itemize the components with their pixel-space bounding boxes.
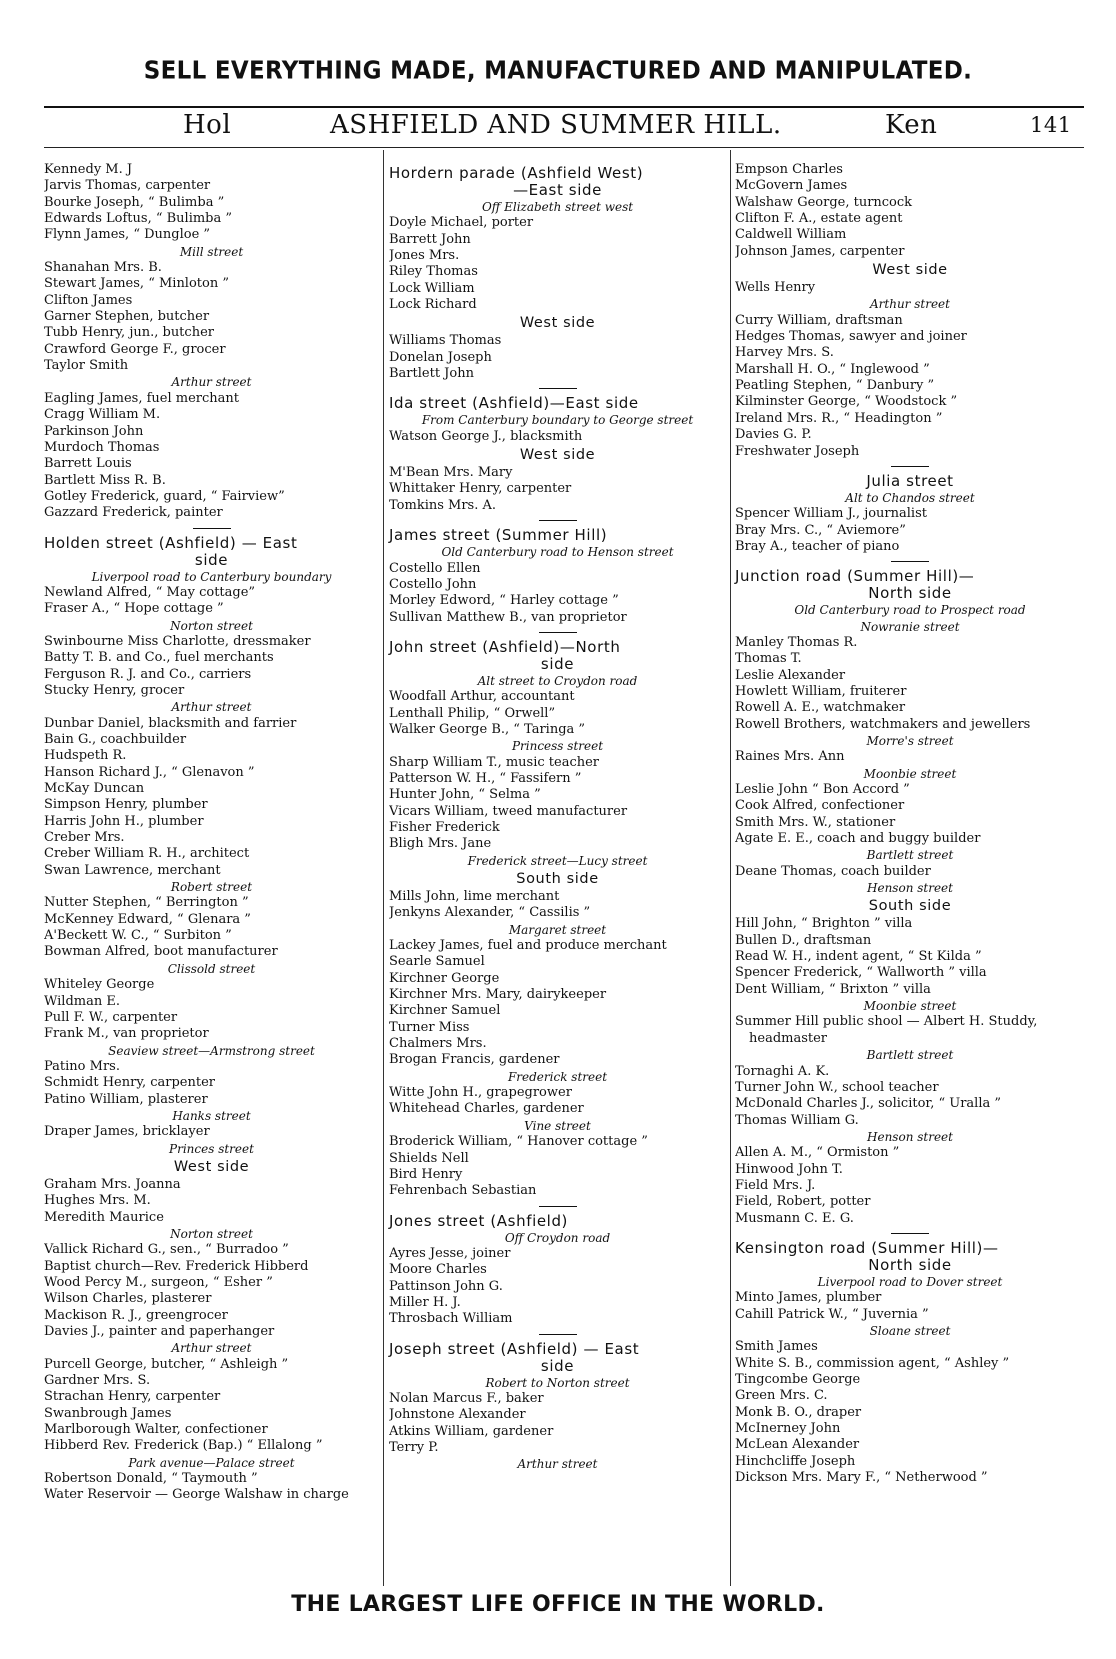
cross-street-label: Robert street bbox=[170, 880, 253, 895]
directory-entry: Green Mrs. C. bbox=[735, 1388, 828, 1404]
directory-entry: Turner Miss bbox=[389, 1019, 470, 1035]
directory-entry: Graham Mrs. Joanna bbox=[44, 1176, 181, 1192]
directory-entry: Leslie John “ Bon Accord ” bbox=[735, 782, 910, 797]
directory-entry: Hanson Richard J., “ Glenavon ” bbox=[44, 764, 255, 780]
cross-street-label: Hanks street bbox=[172, 1108, 251, 1123]
street-heading bbox=[735, 473, 1085, 490]
directory-entry: Fehrenbach Sebastian bbox=[389, 1183, 537, 1199]
street-heading bbox=[44, 535, 379, 569]
section-separator bbox=[539, 1206, 577, 1207]
directory-entry: Tingcombe George bbox=[735, 1372, 861, 1387]
section-separator bbox=[539, 388, 577, 389]
directory-entry: Watson George J., blacksmith bbox=[389, 428, 583, 444]
directory-entry: Terry P. bbox=[389, 1439, 439, 1455]
directory-entry: Kennedy M. J bbox=[44, 162, 133, 177]
directory-entry: Agate E. E., coach and buggy builder bbox=[735, 831, 981, 847]
street-heading-title: Junction road (Summer Hill)— bbox=[735, 567, 975, 586]
directory-entry: Smith James bbox=[735, 1339, 818, 1355]
directory-entry: A'Beckett W. C., “ Surbiton ” bbox=[44, 928, 232, 944]
directory-entry: Dickson Mrs. Mary F., “ Netherwood ” bbox=[735, 1470, 988, 1486]
directory-entry: Hunter John, “ Selma ” bbox=[389, 787, 541, 803]
directory-entry: Jarvis Thomas, carpenter bbox=[44, 178, 211, 194]
directory-entry: Kilminster George, “ Woodstock ” bbox=[735, 394, 958, 410]
cross-street-label: Henson street bbox=[867, 881, 953, 896]
directory-entry: Johnson James, carpenter bbox=[735, 243, 905, 259]
directory-entry: Clifton James bbox=[44, 292, 133, 308]
directory-entry: Whiteley George bbox=[44, 977, 155, 993]
directory-entry: Rowell Brothers, watchmakers and jewellers bbox=[735, 716, 1031, 732]
directory-entry: Tubb Henry, jun., butcher bbox=[44, 325, 214, 341]
cross-street-label: Margaret street bbox=[508, 922, 607, 937]
top-advert-banner: SELL EVERYTHING MADE, MANUFACTURED AND MANIPULATED. bbox=[143, 56, 973, 86]
cross-street-label: Liverpool road to Dover street bbox=[817, 1274, 1003, 1289]
cross-street-label: Arthur street bbox=[171, 700, 252, 715]
directory-entry: Pull F. W., carpenter bbox=[44, 1009, 178, 1025]
directory-entry: Kirchner Mrs. Mary, dairykeeper bbox=[389, 987, 607, 1003]
cross-street-label: Arthur street bbox=[171, 375, 252, 390]
directory-entry: Morley Edword, “ Harley cottage ” bbox=[389, 593, 619, 609]
directory-entry: Empson Charles bbox=[735, 162, 843, 177]
directory-entry: Patterson W. H., “ Fassifern ” bbox=[389, 770, 582, 786]
cross-street-label: Alt street to Croydon road bbox=[477, 673, 638, 688]
street-heading-title: Joseph street (Ashfield) — East bbox=[389, 1339, 640, 1358]
directory-entry: Bullen D., draftsman bbox=[735, 932, 872, 948]
directory-entry: Baptist church—Rev. Frederick Hibberd bbox=[44, 1258, 309, 1274]
directory-entry: Murdoch Thomas bbox=[44, 439, 160, 455]
directory-entry: Whittaker Henry, carpenter bbox=[389, 481, 572, 497]
page-title: ASHFIELD AND SUMMER HILL. bbox=[330, 110, 782, 140]
directory-entry: McKenney Edward, “ Glenara ” bbox=[44, 911, 251, 927]
street-heading bbox=[735, 1240, 1085, 1274]
directory-entry: Shanahan Mrs. B. bbox=[44, 260, 162, 276]
directory-entry: Marshall H. O., “ Inglewood ” bbox=[735, 361, 930, 377]
section-separator bbox=[539, 1334, 577, 1335]
directory-entry: Cragg William M. bbox=[44, 407, 161, 423]
directory-entry: Gotley Frederick, guard, “ Fairview” bbox=[44, 488, 285, 504]
directory-entry: Gardner Mrs. S. bbox=[44, 1373, 151, 1389]
cross-street-label: From Canterbury boundary to George street bbox=[421, 413, 694, 428]
street-heading bbox=[389, 165, 726, 199]
directory-entry: Dunbar Daniel, blacksmith and farrier bbox=[44, 715, 297, 731]
cross-street-label: Old Canterbury road to Prospect road bbox=[794, 603, 1026, 618]
directory-entry: Swanbrough James bbox=[44, 1405, 172, 1421]
directory-entry: Lock Richard bbox=[389, 297, 477, 313]
directory-entry: Gazzard Frederick, painter bbox=[44, 505, 223, 521]
directory-entry: Freshwater Joseph bbox=[735, 443, 860, 459]
directory-entry: Wells Henry bbox=[735, 280, 816, 296]
cross-street-label: Park avenue—Palace street bbox=[128, 1455, 295, 1470]
street-heading-side: side bbox=[194, 550, 229, 569]
directory-entry: Jones Mrs. bbox=[389, 248, 460, 264]
directory-column-3 bbox=[735, 162, 1085, 1486]
cross-street-label: Liverpool road to Canterbury boundary bbox=[91, 569, 332, 584]
directory-entry: Bowman Alfred, boot manufacturer bbox=[44, 944, 278, 960]
directory-entry: Bartlett Miss R. B. bbox=[44, 472, 166, 488]
directory-entry: Costello John bbox=[389, 576, 477, 592]
directory-entry: Monk B. O., draper bbox=[735, 1404, 862, 1420]
directory-entry: White S. B., commission agent, “ Ashley ” bbox=[735, 1355, 1010, 1371]
directory-entry: Stucky Henry, grocer bbox=[44, 682, 185, 698]
cross-street-label: Seaview street—Armstrong street bbox=[108, 1043, 315, 1058]
cross-street-label: Robert to Norton street bbox=[485, 1375, 630, 1390]
cross-street-label: Off Croydon road bbox=[504, 1230, 611, 1245]
side-heading: West side bbox=[519, 315, 596, 332]
directory-entry: Jenkyns Alexander, “ Cassilis ” bbox=[389, 905, 591, 921]
directory-entry: Spencer William J., journalist bbox=[735, 506, 927, 522]
directory-entry: Frank M., van proprietor bbox=[44, 1026, 209, 1042]
directory-entry: Wilson Charles, plasterer bbox=[44, 1291, 212, 1307]
section-separator bbox=[539, 520, 577, 521]
directory-entry: Peatling Stephen, “ Danbury ” bbox=[735, 378, 935, 394]
directory-entry: Thomas T. bbox=[735, 651, 802, 667]
column-divider bbox=[730, 150, 731, 1586]
directory-entry: Clifton F. A., estate agent bbox=[735, 211, 903, 227]
cross-street-label: Moonbie street bbox=[863, 999, 957, 1014]
directory-entry: Leslie Alexander bbox=[735, 667, 846, 683]
directory-entry: Batty T. B. and Co., fuel merchants bbox=[44, 650, 274, 666]
side-heading: West side bbox=[519, 447, 596, 464]
cross-street-label: Frederick street bbox=[507, 1069, 608, 1084]
directory-entry: Dent William, “ Brixton ” villa bbox=[735, 981, 931, 997]
section-separator bbox=[539, 632, 577, 633]
directory-entry: Cook Alfred, confectioner bbox=[735, 798, 905, 814]
directory-entry: Stewart James, “ Minloton ” bbox=[44, 276, 229, 292]
header-left-guide-word: Hol bbox=[183, 110, 232, 140]
directory-entry: Lackey James, fuel and produce merchant bbox=[389, 938, 667, 954]
street-heading bbox=[389, 395, 726, 412]
directory-entry: Doyle Michael, porter bbox=[389, 215, 534, 231]
directory-entry: Walker George B., “ Taringa ” bbox=[389, 721, 586, 737]
directory-entry: Crawford George F., grocer bbox=[44, 341, 226, 357]
street-heading-side: North side bbox=[868, 584, 952, 603]
directory-entry: Rowell A. E., watchmaker bbox=[735, 700, 906, 716]
directory-entry: Draper James, bricklayer bbox=[44, 1124, 210, 1140]
directory-entry: Moore Charles bbox=[389, 1262, 487, 1278]
street-heading-side: North side bbox=[868, 1255, 952, 1274]
directory-entry: Hudspeth R. bbox=[44, 748, 127, 764]
directory-entry: Pattinson John G. bbox=[389, 1278, 503, 1294]
directory-entry: McInerney John bbox=[735, 1421, 841, 1437]
directory-entry: Simpson Henry, plumber bbox=[44, 797, 208, 813]
directory-entry: Strachan Henry, carpenter bbox=[44, 1389, 221, 1405]
cross-street-label: Sloane street bbox=[869, 1323, 951, 1338]
cross-street-label: Nowranie street bbox=[860, 619, 960, 634]
directory-entry: Bain G., coachbuilder bbox=[44, 732, 187, 747]
street-heading-title: Holden street (Ashfield) — East bbox=[44, 533, 298, 552]
directory-entry: Lock William bbox=[389, 280, 475, 296]
cross-street-label: Clissold street bbox=[167, 961, 256, 976]
directory-entry: Turner John W., school teacher bbox=[735, 1079, 939, 1095]
directory-entry: M'Bean Mrs. Mary bbox=[389, 465, 513, 481]
street-heading-side: —East side bbox=[513, 181, 602, 199]
directory-entry: Ireland Mrs. R., “ Headington ” bbox=[735, 410, 943, 426]
street-heading bbox=[389, 1341, 726, 1375]
street-heading-title: John street (Ashfield)—North bbox=[389, 637, 621, 656]
directory-entry: Sharp William T., music teacher bbox=[389, 754, 599, 770]
directory-entry: Hughes Mrs. M. bbox=[44, 1193, 151, 1209]
directory-entry: Tomkins Mrs. A. bbox=[389, 497, 497, 513]
directory-entry: Spencer Frederick, “ Wallworth ” villa bbox=[735, 965, 987, 981]
directory-entry: Davies G. P. bbox=[735, 427, 812, 443]
directory-entry: Thomas William G. bbox=[735, 1112, 859, 1128]
directory-entry: Newland Alfred, “ May cottage” bbox=[44, 584, 256, 600]
street-heading-side: side bbox=[540, 1356, 575, 1375]
directory-column-1 bbox=[44, 162, 379, 1504]
directory-entry: Robertson Donald, “ Taymouth ” bbox=[44, 1471, 258, 1487]
directory-entry: Howlett William, fruiterer bbox=[735, 683, 907, 699]
directory-entry: Hinchcliffe Joseph bbox=[735, 1453, 856, 1469]
directory-entry: Eagling James, fuel merchant bbox=[44, 390, 240, 406]
directory-entry: Hill John, “ Brighton ” villa bbox=[735, 916, 913, 932]
directory-entry: Hedges Thomas, sawyer and joiner bbox=[735, 329, 967, 345]
directory-entry: Costello Ellen bbox=[389, 560, 481, 576]
section-separator bbox=[891, 466, 929, 467]
directory-entry: Whitehead Charles, gardener bbox=[389, 1101, 584, 1117]
header-right-guide-word: Ken bbox=[885, 110, 938, 140]
directory-entry: McDonald Charles J., solicitor, “ Uralla ” bbox=[735, 1096, 1002, 1112]
directory-entry: Smith Mrs. W., stationer bbox=[735, 814, 896, 830]
street-heading-side: side bbox=[540, 654, 575, 673]
page-number: 141 bbox=[1030, 113, 1072, 137]
directory-entry: Garner Stephen, butcher bbox=[44, 309, 210, 325]
cross-street-label: Vine street bbox=[524, 1118, 591, 1133]
directory-entry: Broderick William, “ Hanover cottage ” bbox=[389, 1134, 648, 1150]
street-heading-title: James street (Summer Hill) bbox=[389, 526, 608, 545]
street-heading bbox=[389, 1213, 726, 1230]
directory-entry: Creber William R. H., architect bbox=[44, 846, 250, 862]
cross-street-label: Moonbie street bbox=[863, 766, 957, 781]
section-separator bbox=[193, 528, 231, 529]
directory-entry: Meredith Maurice bbox=[44, 1209, 164, 1225]
street-heading bbox=[735, 568, 1085, 602]
directory-entry: Vicars William, tweed manufacturer bbox=[389, 803, 628, 819]
cross-street-label: Norton street bbox=[170, 618, 253, 633]
directory-entry: McLean Alexander bbox=[735, 1437, 860, 1453]
cross-street-label: Henson street bbox=[867, 1129, 953, 1144]
cross-street-label: Bartlett street bbox=[866, 848, 954, 863]
cross-street-label: Frederick street—Lucy street bbox=[467, 853, 648, 868]
directory-entry: Harvey Mrs. S. bbox=[735, 345, 834, 361]
cross-street-label: Arthur street bbox=[517, 1457, 598, 1472]
directory-entry: Hinwood John T. bbox=[735, 1161, 843, 1177]
directory-entry: Ayres Jesse, joiner bbox=[389, 1245, 511, 1261]
cross-street-label: Old Canterbury road to Henson street bbox=[441, 545, 674, 560]
street-heading-title: Hordern parade (Ashfield West) bbox=[389, 164, 644, 182]
directory-entry: Marlborough Walter, confectioner bbox=[44, 1422, 268, 1438]
cross-street-label: Arthur street bbox=[171, 1341, 252, 1356]
street-heading bbox=[389, 527, 726, 544]
directory-entry: Brogan Francis, gardener bbox=[389, 1052, 560, 1068]
directory-entry: McGovern James bbox=[735, 178, 848, 194]
directory-entry: Ferguson R. J. and Co., carriers bbox=[44, 666, 252, 682]
directory-entry: Williams Thomas bbox=[389, 333, 502, 349]
street-heading-title: Ida street (Ashfield)—East side bbox=[389, 394, 639, 413]
directory-entry: Nutter Stephen, “ Berrington ” bbox=[44, 895, 249, 911]
directory-entry: Donelan Joseph bbox=[389, 349, 492, 365]
directory-entry: Taylor Smith bbox=[44, 358, 129, 374]
directory-entry: Kirchner George bbox=[389, 970, 500, 986]
cross-street-label: Arthur street bbox=[870, 297, 950, 312]
directory-entry: Read W. H., indent agent, “ St Kilda ” bbox=[735, 949, 982, 965]
cross-street-label: Princess street bbox=[511, 739, 604, 754]
directory-entry: Swan Lawrence, merchant bbox=[44, 862, 221, 878]
directory-entry: Searle Samuel bbox=[389, 954, 485, 970]
directory-entry: Nolan Marcus F., baker bbox=[389, 1390, 544, 1406]
directory-entry: Chalmers Mrs. bbox=[389, 1036, 487, 1052]
street-heading-title: Kensington road (Summer Hill)— bbox=[735, 1238, 999, 1257]
directory-entry: Manley Thomas R. bbox=[735, 634, 858, 650]
directory-entry: Creber Mrs. bbox=[44, 830, 125, 846]
directory-entry: Cahill Patrick W., “ Juvernia ” bbox=[735, 1306, 929, 1322]
directory-entry: Minto James, plumber bbox=[735, 1290, 882, 1306]
side-heading: West side bbox=[872, 262, 948, 279]
directory-entry: Fraser A., “ Hope cottage ” bbox=[44, 601, 224, 617]
directory-entry: Woodfall Arthur, accountant bbox=[389, 689, 575, 705]
directory-entry: Patino William, plasterer bbox=[44, 1091, 208, 1107]
directory-entry: Barrett Louis bbox=[44, 456, 132, 472]
section-separator bbox=[891, 1233, 929, 1234]
side-heading: West side bbox=[173, 1158, 250, 1175]
directory-entry: Field, Robert, potter bbox=[735, 1194, 871, 1210]
directory-entry: Flynn James, “ Dungloe ” bbox=[44, 227, 211, 243]
directory-entry: Fisher Frederick bbox=[389, 819, 500, 835]
directory-column-2 bbox=[389, 162, 726, 1473]
directory-entry: Bourke Joseph, “ Bulimba ” bbox=[44, 194, 225, 210]
cross-street-label: Off Elizabeth street west bbox=[481, 200, 634, 214]
directory-entry: Walshaw George, turncock bbox=[735, 194, 913, 210]
directory-entry: Parkinson John bbox=[44, 423, 144, 439]
directory-entry: Summer Hill public shool — Albert H. Studdy, headmaster bbox=[735, 1014, 1038, 1046]
directory-entry: Swinbourne Miss Charlotte, dressmaker bbox=[44, 633, 311, 649]
street-heading-title: Jones street (Ashfield) bbox=[389, 1211, 569, 1230]
directory-entry: Purcell George, butcher, “ Ashleigh ” bbox=[44, 1356, 289, 1372]
directory-entry: Wildman E. bbox=[44, 993, 120, 1009]
directory-entry: Mills John, lime merchant bbox=[389, 889, 560, 904]
directory-entry: Bligh Mrs. Jane bbox=[389, 836, 492, 852]
directory-entry: Mackison R. J., greengrocer bbox=[44, 1307, 228, 1323]
directory-entry: Bray Mrs. C., “ Aviemore” bbox=[735, 522, 906, 538]
header-rule bbox=[44, 106, 1084, 108]
directory-entry: Miller H. J. bbox=[389, 1294, 461, 1310]
directory-entry: Field Mrs. J. bbox=[735, 1177, 816, 1193]
directory-entry: Deane Thomas, coach builder bbox=[735, 863, 931, 879]
directory-entry: McKay Duncan bbox=[44, 781, 145, 797]
directory-entry: Barrett John bbox=[389, 231, 471, 247]
directory-entry: Patino Mrs. bbox=[44, 1058, 120, 1074]
directory-entry: Witte John H., grapegrower bbox=[389, 1085, 572, 1101]
directory-entry: Shields Nell bbox=[389, 1150, 469, 1166]
directory-entry: Curry William, draftsman bbox=[735, 312, 903, 328]
cross-street-label: Princes street bbox=[169, 1141, 254, 1156]
side-heading: South side bbox=[868, 898, 952, 915]
directory-entry: Johnstone Alexander bbox=[389, 1407, 526, 1423]
directory-entry: Water Reservoir — George Walshaw in charge bbox=[44, 1487, 349, 1503]
directory-entry: Schmidt Henry, carpenter bbox=[44, 1075, 215, 1091]
directory-entry: Davies J., painter and paperhanger bbox=[44, 1324, 275, 1340]
cross-street-label: Bartlett street bbox=[866, 1048, 954, 1063]
directory-entry: Hibberd Rev. Frederick (Bap.) “ Ellalong ” bbox=[44, 1438, 323, 1454]
directory-entry: Vallick Richard G., sen., “ Burradoo ” bbox=[44, 1242, 289, 1258]
street-heading bbox=[389, 639, 726, 673]
directory-entry: Kirchner Samuel bbox=[389, 1003, 501, 1019]
header-underline bbox=[44, 147, 1084, 148]
cross-street-label: Morre's street bbox=[866, 733, 954, 748]
directory-entry: Lenthall Philip, “ Orwell” bbox=[389, 705, 556, 721]
cross-street-label: Mill street bbox=[179, 244, 244, 259]
directory-entry: Harris John H., plumber bbox=[44, 813, 204, 829]
directory-entry: Musmann C. E. G. bbox=[735, 1210, 854, 1226]
directory-entry: Bartlett John bbox=[389, 366, 474, 382]
directory-entry: Bray A., teacher of piano bbox=[735, 538, 900, 554]
street-heading-title: Julia street bbox=[866, 471, 954, 490]
directory-entry: Riley Thomas bbox=[389, 264, 478, 280]
directory-entry: Sullivan Matthew B., van proprietor bbox=[389, 609, 627, 625]
cross-street-label: Alt to Chandos street bbox=[845, 490, 975, 505]
directory-entry: Raines Mrs. Ann bbox=[735, 749, 845, 765]
directory-entry: Atkins William, gardener bbox=[389, 1423, 554, 1439]
directory-entry: Throsbach William bbox=[389, 1311, 513, 1327]
directory-entry: Bird Henry bbox=[389, 1166, 463, 1182]
directory-entry: Caldwell William bbox=[735, 227, 847, 243]
section-separator bbox=[891, 561, 929, 562]
side-heading: South side bbox=[516, 871, 599, 887]
cross-street-label: Norton street bbox=[170, 1226, 253, 1241]
directory-entry: Tornaghi A. K. bbox=[735, 1063, 830, 1079]
directory-entry: Wood Percy M., surgeon, “ Esher ” bbox=[44, 1275, 273, 1290]
directory-entry: Allen A. M., “ Ormiston ” bbox=[735, 1145, 900, 1161]
column-divider bbox=[383, 150, 384, 1586]
directory-entry: Edwards Loftus, “ Bulimba ” bbox=[44, 211, 233, 227]
bottom-advert-banner: THE LARGEST LIFE OFFICE IN THE WORLD. bbox=[291, 1592, 825, 1617]
